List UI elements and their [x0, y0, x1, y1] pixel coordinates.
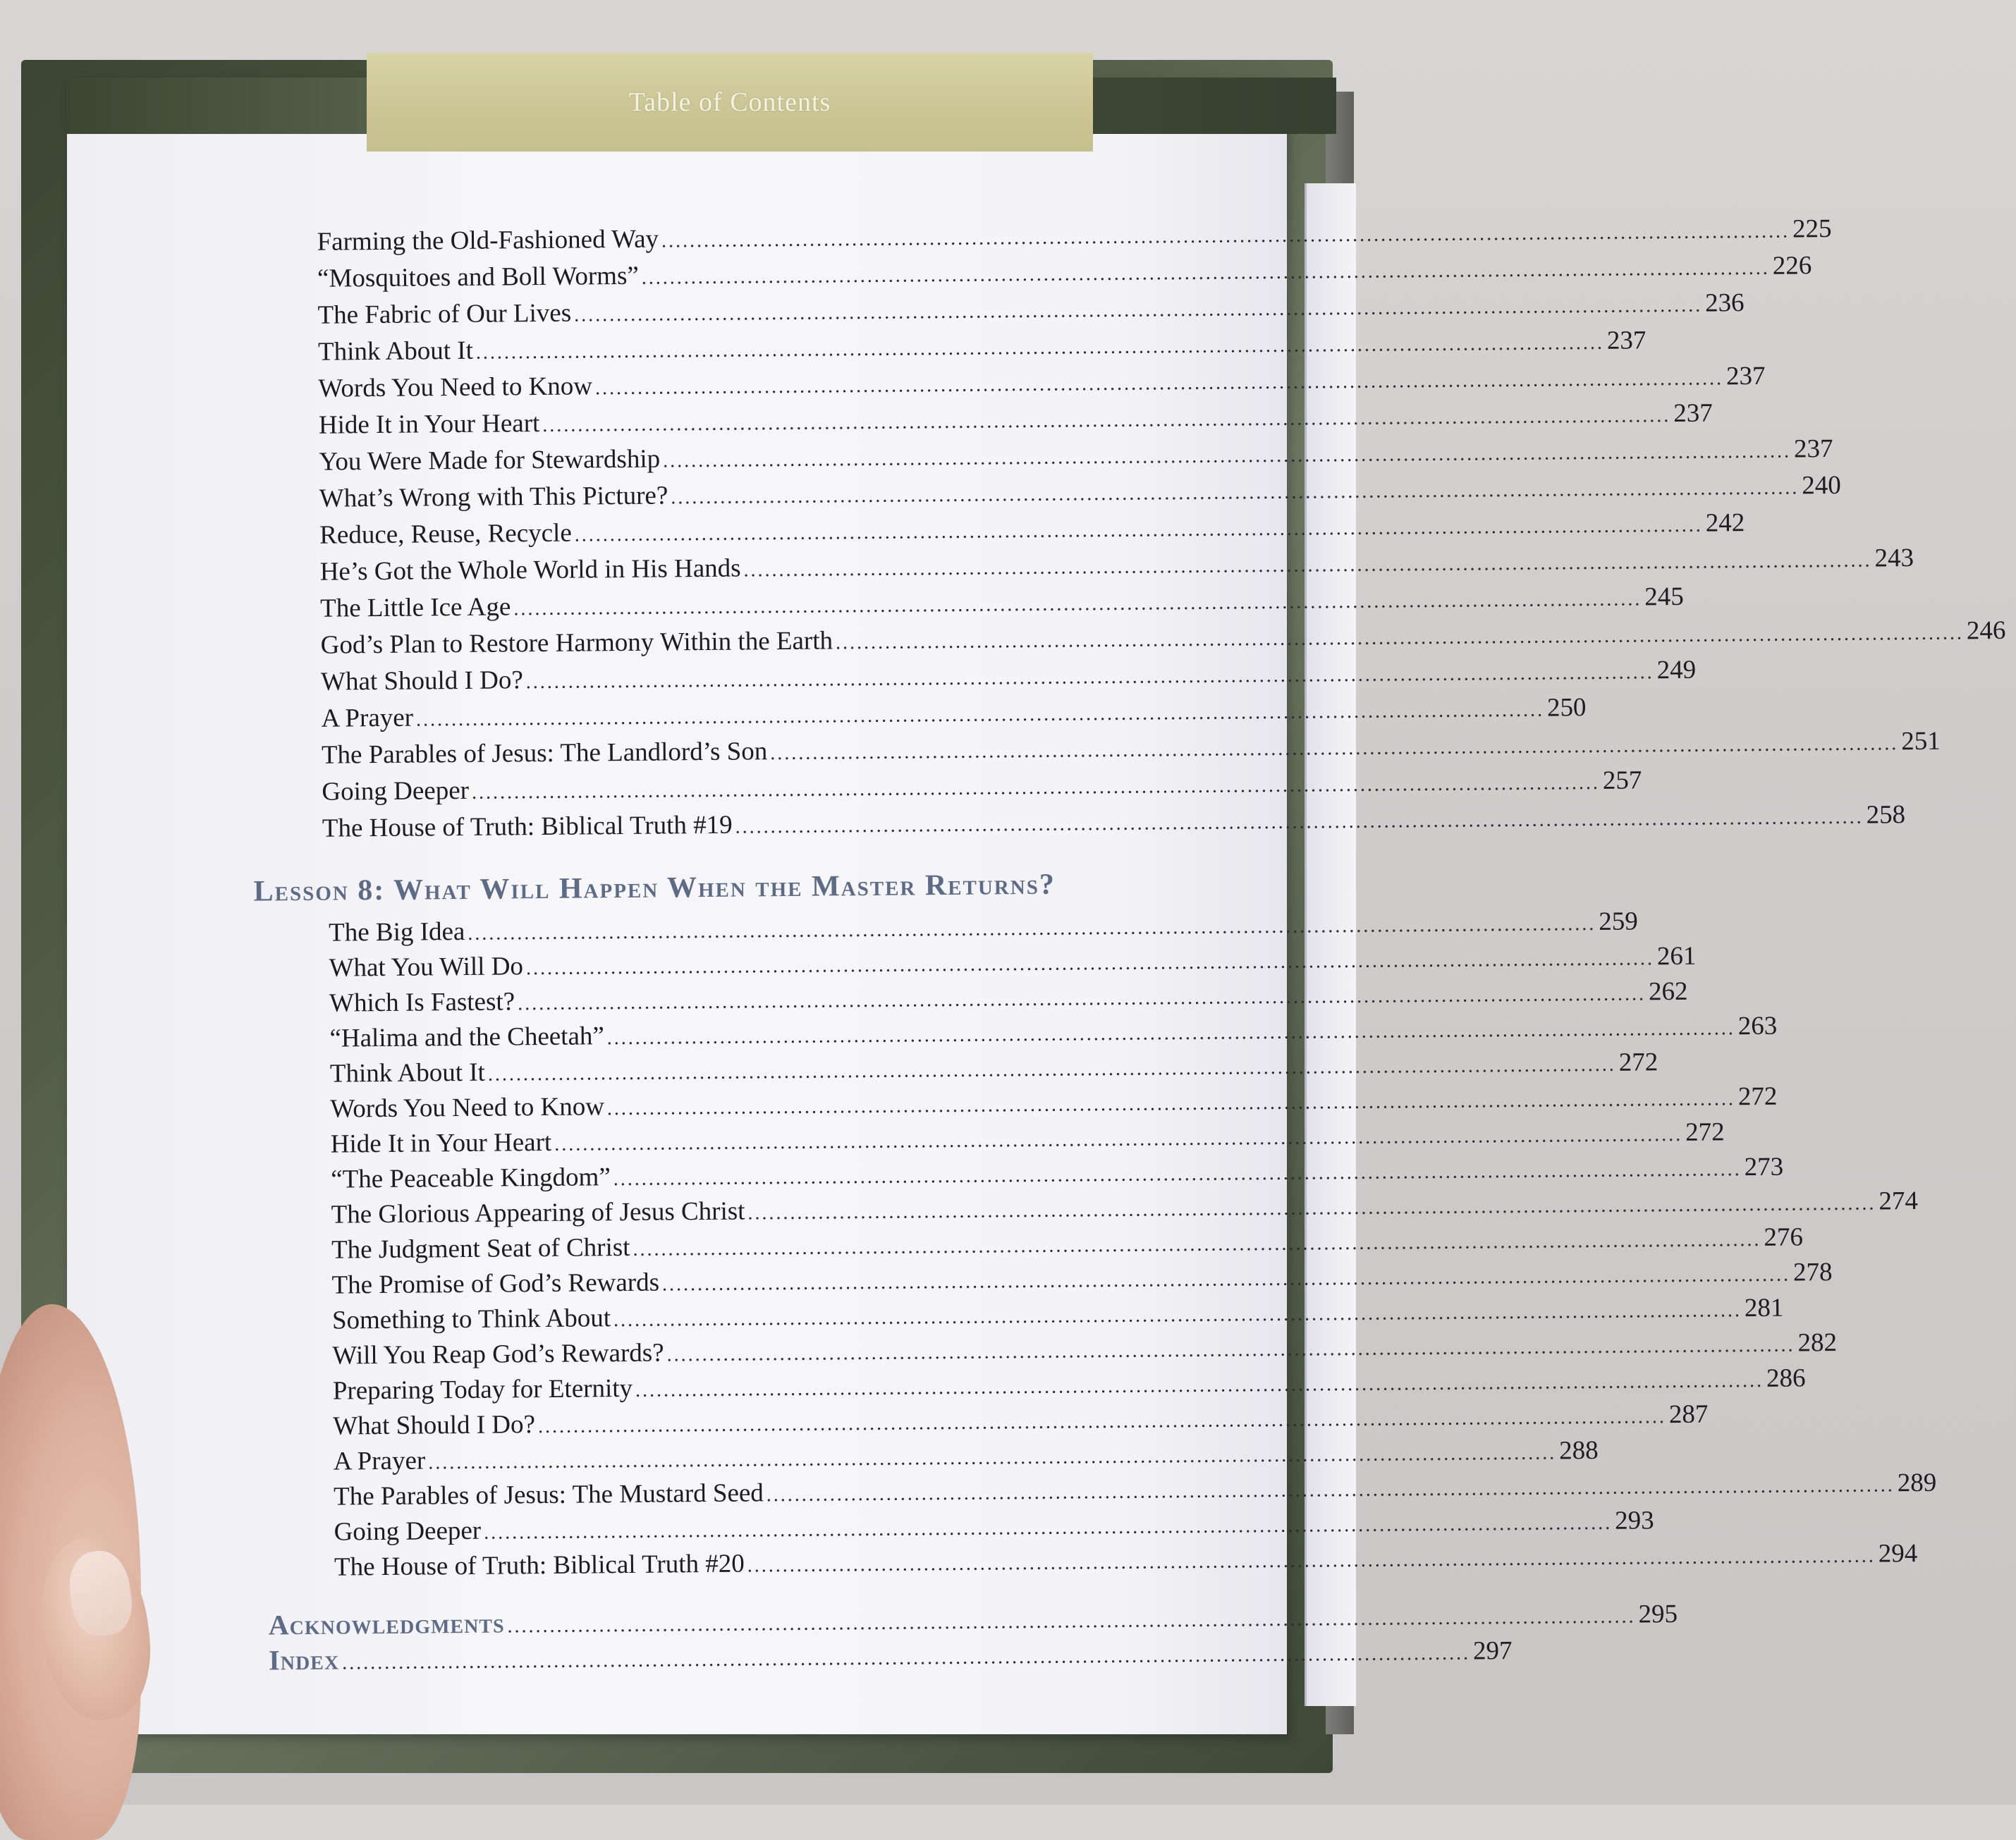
toc-entry	[331, 1186, 1919, 1229]
entry-page-number: 261	[1656, 941, 1697, 971]
toc-entry	[318, 398, 1713, 440]
entry-title: Hide It in Your Heart	[330, 1127, 552, 1159]
dot-leader: ................................................................................................................................................................	[517, 983, 1647, 1015]
entry-page-number: 295	[1638, 1600, 1678, 1629]
entry-page-number: 273	[1744, 1152, 1784, 1182]
toc-entry	[317, 214, 1832, 257]
entry-title: You Were Made for Stewardship	[319, 444, 661, 477]
entry-page-number: 243	[1874, 544, 1914, 573]
entry-page-number: 246	[1966, 615, 2006, 646]
entry-title: The Promise of God’s Rewards	[331, 1268, 660, 1300]
toc-entry-index	[268, 1636, 1513, 1676]
toc-entry	[331, 1293, 1784, 1335]
dot-leader: ................................................................................................................................................................	[542, 405, 1671, 436]
toc-entry	[334, 1539, 1918, 1582]
entry-page-number: 226	[1772, 251, 1812, 281]
dot-leader: ................................................................................................................................................................	[537, 1406, 1667, 1438]
dot-leader: ................................................................................................................................................................	[475, 331, 1605, 364]
entry-page-number: 240	[1802, 470, 1841, 501]
dot-leader: ................................................................................................................................................................	[661, 1263, 1791, 1296]
entry-page-number: 258	[1866, 800, 1906, 830]
entry-page-number: 276	[1764, 1222, 1804, 1252]
toc-entry	[322, 766, 1642, 806]
toc-entry	[320, 655, 1697, 697]
entry-title: The Parables of Jesus: The Landlord’s Son	[321, 737, 768, 770]
entry-page-number: 297	[1472, 1636, 1513, 1666]
entry-title: God’s Plan to Restore Harmony Within the Earth	[320, 626, 833, 660]
entry-page-number: 237	[1606, 326, 1647, 355]
dot-leader: ................................................................................................................................................................	[554, 1123, 1683, 1155]
entry-page-number: 272	[1737, 1081, 1778, 1112]
entry-page-number: 287	[1668, 1399, 1709, 1430]
entry-title: Hide It in Your Heart	[318, 409, 540, 440]
toc-entry	[317, 326, 1647, 367]
entry-page-number: 245	[1644, 582, 1684, 612]
toc-entry	[319, 508, 1745, 550]
entry-title: Will You Reap God’s Rewards?	[332, 1338, 664, 1370]
dot-leader: ................................................................................................................................................................	[525, 661, 1654, 694]
toc-entry-acknowledgments	[268, 1600, 1678, 1641]
entry-title: What You Will Do	[329, 952, 524, 983]
entry-title: Words You Need to Know	[330, 1092, 605, 1124]
entry-page-number: 274	[1878, 1186, 1919, 1216]
entry-title: What Should I Do?	[320, 666, 523, 697]
toc-entry	[330, 1081, 1778, 1124]
dot-leader: ................................................................................................................................................................	[770, 732, 1899, 765]
entry-page-number: 281	[1744, 1293, 1784, 1323]
entry-page-number: 272	[1685, 1117, 1725, 1147]
toc-entry	[317, 288, 1745, 330]
dot-leader: ................................................................................................................................................................	[341, 1642, 1471, 1674]
entry-title: Reduce, Reuse, Recycle	[319, 518, 572, 550]
toc-entry	[329, 1048, 1658, 1088]
toc-entry	[321, 726, 1941, 770]
entry-page-number: 289	[1897, 1468, 1937, 1498]
dot-leader: ................................................................................................................................................................	[613, 1299, 1742, 1332]
toc-entry	[319, 470, 1841, 513]
entry-title: A Prayer	[333, 1446, 426, 1476]
dot-leader: ................................................................................................................................................................	[635, 1369, 1764, 1402]
entry-page-number: 225	[1792, 214, 1832, 244]
toc-entry	[322, 800, 1906, 843]
dot-leader: ................................................................................................................................................................	[666, 1334, 1795, 1366]
dot-leader: ................................................................................................................................................................	[766, 1474, 1895, 1507]
entry-page-number: 272	[1618, 1048, 1658, 1077]
toc-entry	[331, 1258, 1833, 1300]
toc-entry	[320, 615, 2006, 660]
dot-leader: ................................................................................................................................................................	[574, 514, 1703, 546]
entry-page-number: 237	[1673, 398, 1713, 428]
dot-leader: ................................................................................................................................................................	[484, 1511, 1613, 1544]
entry-title: Think About It	[317, 336, 474, 367]
toc-entry	[333, 1399, 1709, 1441]
entry-title: The Judgment Seat of Christ	[331, 1232, 630, 1265]
entry-title: Which Is Fastest?	[329, 987, 515, 1018]
dot-leader: ................................................................................................................................................................	[747, 1192, 1876, 1225]
toc-entry	[334, 1506, 1654, 1547]
toc-entry	[332, 1363, 1806, 1406]
entry-page-number: 286	[1766, 1363, 1806, 1393]
dot-leader: ................................................................................................................................................................	[606, 1088, 1736, 1120]
entry-page-number: 288	[1558, 1435, 1599, 1466]
entry-title: Acknowledgments	[268, 1607, 505, 1641]
toc-entry	[332, 1328, 1838, 1370]
dot-leader: ................................................................................................................................................................	[613, 1158, 1742, 1191]
dot-leader: ................................................................................................................................................................	[487, 1053, 1616, 1086]
dot-leader: ................................................................................................................................................................	[747, 1545, 1876, 1577]
toc-entry	[329, 907, 1638, 947]
dot-leader: ................................................................................................................................................................	[574, 294, 1703, 326]
entry-title: Think About It	[329, 1057, 486, 1088]
toc-entry	[317, 251, 1812, 293]
entry-title: The Fabric of Our Lives	[317, 298, 572, 330]
dot-leader: ................................................................................................................................................................	[633, 1228, 1761, 1261]
toc-entry	[330, 1117, 1725, 1159]
entry-title: The House of Truth: Biblical Truth #19	[322, 810, 733, 843]
header-title: Table of Contents	[628, 87, 831, 117]
dot-leader: ................................................................................................................................................................	[507, 1605, 1636, 1638]
dot-leader: ................................................................................................................................................................	[525, 947, 1655, 980]
entry-title: The Big Idea	[329, 916, 465, 947]
dot-leader: ................................................................................................................................................................	[743, 549, 1872, 582]
entry-page-number: 282	[1797, 1328, 1838, 1358]
toc-entry	[319, 582, 1684, 623]
entry-title: “The Peaceable Kingdom”	[331, 1163, 611, 1194]
entry-title: “Halima and the Cheetah”	[329, 1022, 605, 1053]
dot-leader: ................................................................................................................................................................	[428, 1442, 1557, 1474]
entry-title: Going Deeper	[322, 775, 470, 806]
entry-title: A Prayer	[321, 703, 414, 733]
dot-leader: ................................................................................................................................................................	[671, 477, 1800, 509]
toc-entry	[319, 434, 1833, 477]
toc-entry	[331, 1152, 1784, 1194]
entry-title: What Should I Do?	[333, 1410, 536, 1441]
toc-entry	[319, 544, 1914, 587]
entry-title: Going Deeper	[334, 1516, 482, 1547]
entry-page-number: 237	[1725, 361, 1766, 391]
dot-leader: ................................................................................................................................................................	[641, 257, 1770, 289]
entry-page-number: 237	[1793, 434, 1833, 464]
dot-leader: ................................................................................................................................................................	[661, 220, 1790, 252]
entry-title: The House of Truth: Biblical Truth #20	[334, 1549, 745, 1582]
dot-leader: ................................................................................................................................................................	[606, 1017, 1735, 1050]
entry-page-number: 294	[1878, 1539, 1918, 1569]
lesson-heading: Lesson 8: What Will Happen When the Master Returns?	[253, 868, 1056, 908]
entry-page-number: 250	[1546, 693, 1587, 723]
entry-page-number: 259	[1599, 907, 1638, 936]
entry-page-number: 249	[1656, 655, 1697, 685]
dot-leader: ................................................................................................................................................................	[594, 367, 1724, 400]
toc-entry	[329, 1011, 1778, 1053]
toc-entry	[321, 693, 1587, 733]
toc-entry	[331, 1222, 1804, 1265]
toc-entry	[329, 976, 1688, 1018]
entry-page-number: 236	[1704, 288, 1745, 318]
entry-title: Something to Think About	[331, 1304, 611, 1335]
dot-leader: ................................................................................................................................................................	[471, 771, 1601, 804]
entry-page-number: 293	[1614, 1506, 1654, 1535]
dot-leader: ................................................................................................................................................................	[468, 912, 1596, 945]
toc-entry	[333, 1435, 1599, 1476]
toc-entry	[318, 361, 1766, 403]
dot-leader: ................................................................................................................................................................	[735, 806, 1864, 838]
toc-entry	[329, 941, 1697, 983]
entry-title: What’s Wrong with This Picture?	[319, 481, 668, 513]
entry-title: Preparing Today for Eternity	[332, 1373, 633, 1406]
dot-leader: ................................................................................................................................................................	[415, 699, 1545, 731]
dot-leader: ................................................................................................................................................................	[513, 588, 1642, 620]
entry-title: The Glorious Appearing of Jesus Christ	[331, 1196, 745, 1229]
entry-title: Words You Need to Know	[318, 372, 593, 403]
entry-page-number: 242	[1705, 508, 1745, 538]
toc-entry	[333, 1468, 1937, 1511]
entry-page-number: 262	[1648, 976, 1688, 1007]
entry-title: Farming the Old-Fashioned Way	[317, 224, 659, 257]
entry-title: He’s Got the Whole World in His Hands	[319, 553, 741, 587]
entry-title: Index	[268, 1643, 340, 1676]
entry-title: The Parables of Jesus: The Mustard Seed	[333, 1478, 764, 1511]
entry-page-number: 263	[1737, 1011, 1778, 1041]
dot-leader: ................................................................................................................................................................	[663, 440, 1792, 472]
dot-leader: ................................................................................................................................................................	[835, 622, 1965, 654]
entry-page-number: 251	[1901, 726, 1941, 756]
entry-title: “Mosquitoes and Boll Worms”	[317, 261, 639, 293]
entry-page-number: 257	[1602, 766, 1642, 795]
entry-title: The Little Ice Age	[319, 592, 511, 623]
entry-page-number: 278	[1792, 1258, 1833, 1287]
